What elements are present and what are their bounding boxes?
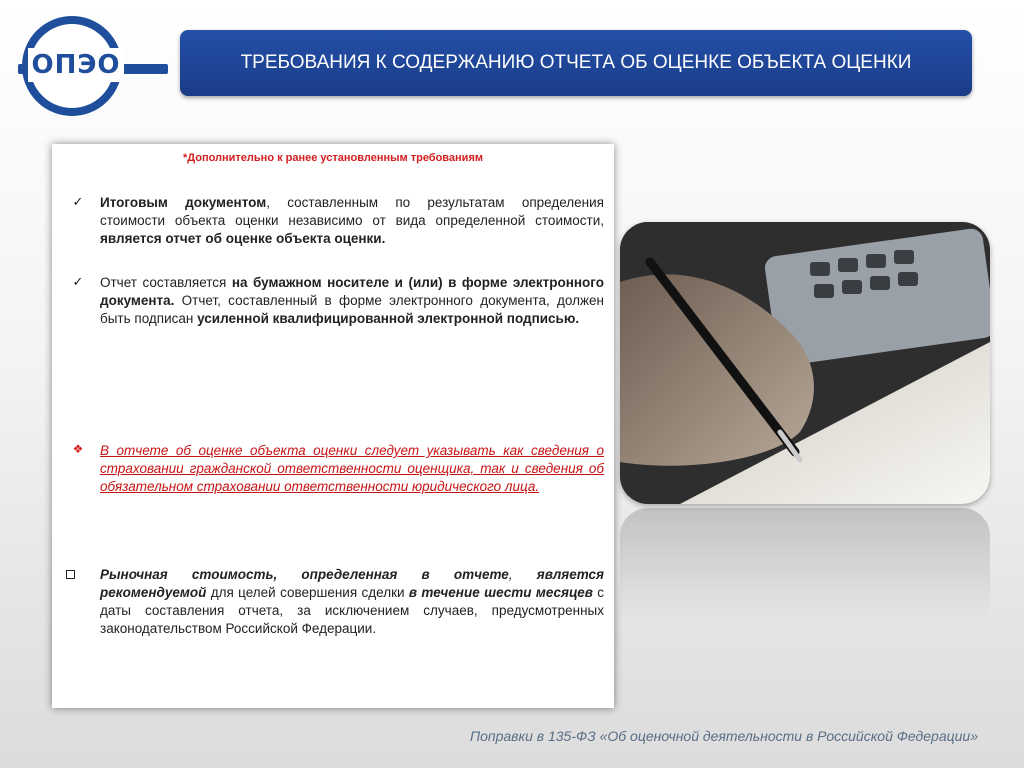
square-bullet-icon xyxy=(66,570,75,579)
hand-pen-illustration xyxy=(620,222,990,504)
page-title: ТРЕБОВАНИЯ К СОДЕРЖАНИЮ ОТЧЕТА ОБ ОЦЕНКЕ ОБЪЕКТА ОЦЕНКИ xyxy=(240,52,912,73)
item-text: Рыночная стоимость, определенная в отчете, является рекомендуемой для целей совершения сделки в течение шести месяцев с даты составления отчета, за исключением случаев, предусмотренных законодательством Российской Федерации. xyxy=(100,567,604,636)
opeo-logo xyxy=(18,14,178,136)
checkmark-icon: ✓ xyxy=(72,274,84,289)
content-card xyxy=(52,144,614,708)
footer-caption: Поправки в 135-ФЗ «Об оценочной деятельности в Российской Федерации» xyxy=(469,728,978,744)
item-text: Отчет составляется на бумажном носителе и (или) в форме электронного документа. Отчет, составленный в форме электронного документа, должен быть подписан усиленной квалифицированной электронной подписью. xyxy=(100,275,604,326)
photo-hand-writing xyxy=(620,222,990,504)
title-banner xyxy=(180,30,972,96)
diamond-bullet-icon: ❖ xyxy=(72,442,84,456)
photo-reflection xyxy=(620,508,990,618)
item-text: В отчете об оценке объекта оценки следует указывать как сведения о страховании гражданской ответственности оценщика, так и сведения об обязательном страховании ответственности юридического лица. xyxy=(100,443,604,494)
note-text: *Дополнительно к ранее установленным требованиям xyxy=(182,152,484,164)
item-text: Итоговым документом, составленным по результатам определения стоимости объекта оценки независимо от вида определенной стоимости, является отчет об оценке объекта оценки. xyxy=(100,195,604,246)
logo-text: ОПЭО xyxy=(28,48,124,82)
checkmark-icon: ✓ xyxy=(72,194,84,209)
